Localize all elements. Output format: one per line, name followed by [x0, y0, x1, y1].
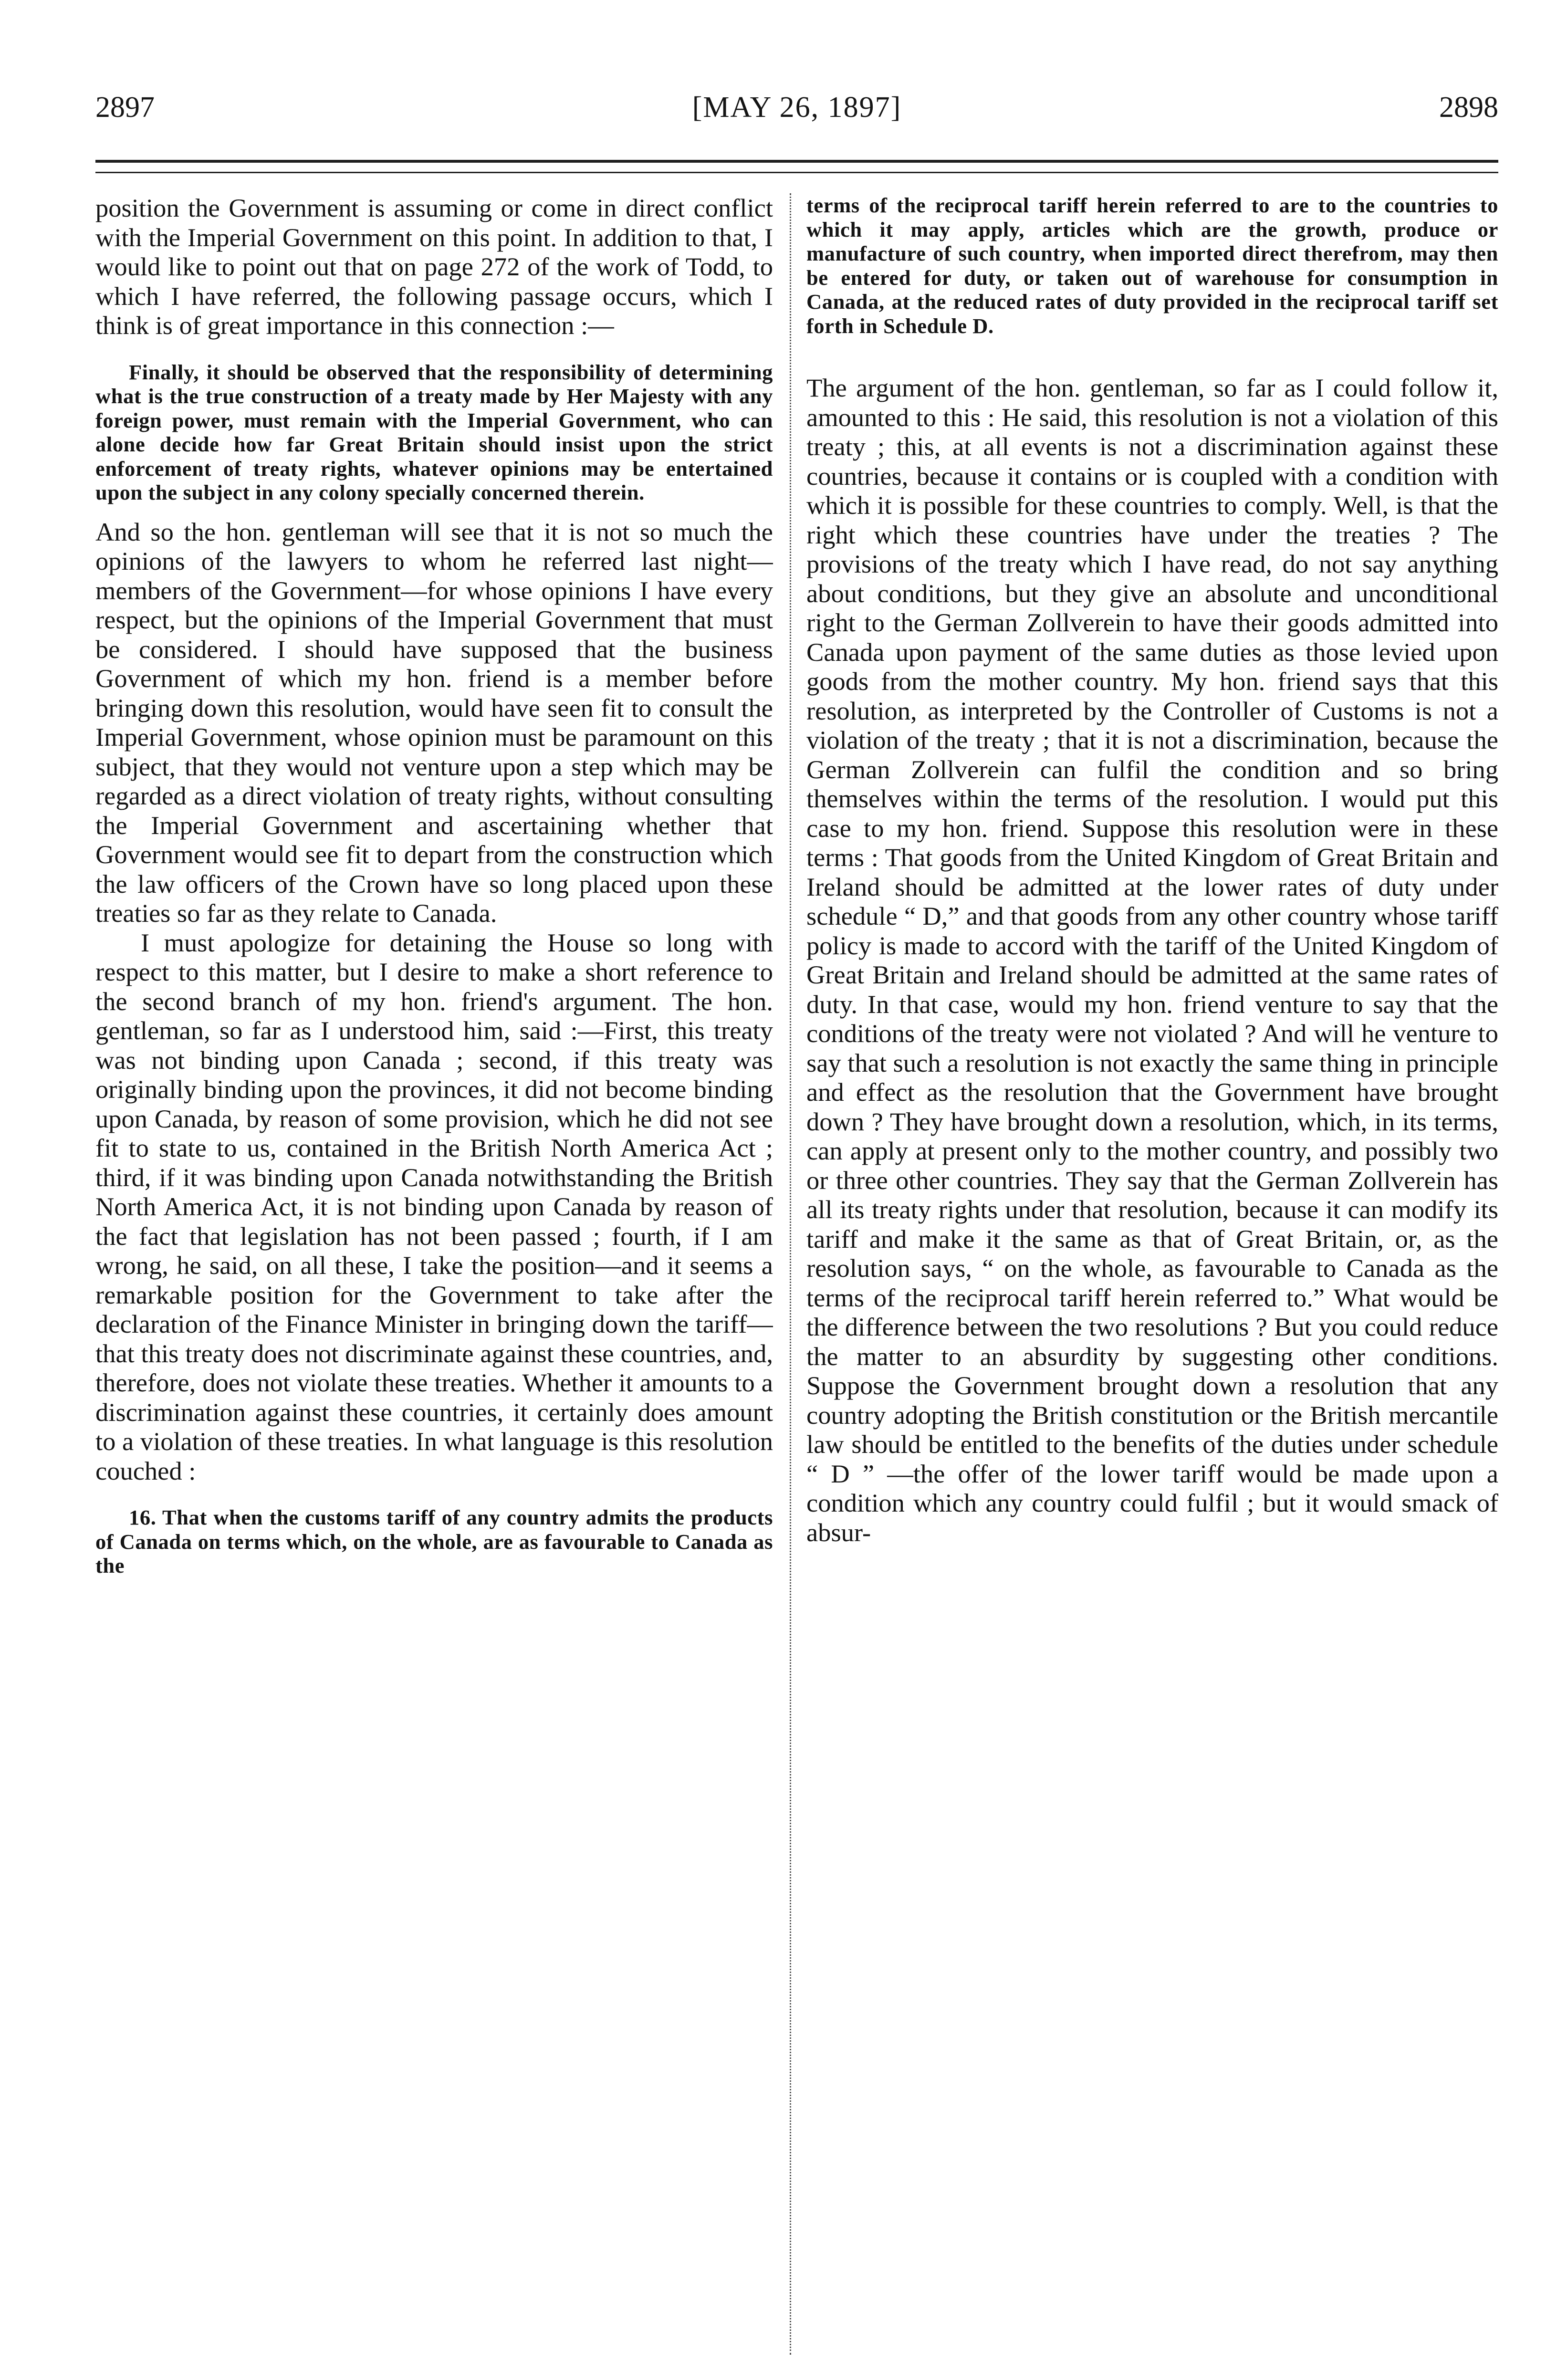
header-date: [MAY 26, 1897] [692, 91, 902, 124]
right-column [806, 193, 1498, 2355]
page-header [95, 81, 1498, 138]
column-divider [790, 193, 791, 2355]
page-number-right: 2898 [1439, 91, 1498, 124]
quote-resolution-16-continued: terms of the reciprocal tariff herein referred to are to the countries to which it may apply, articles which are the growth, produce or manufacture of such country, when imported direct therefrom, may then be entered for duty, or taken out of warehouse for consumption in Canada, at the reduced rates of duty provided in the reciprocal tariff set forth in Schedule D. [806, 193, 1498, 338]
quote-resolution-16: 16. That when the customs tariff of any country admits the products of Canada on terms which, on the whole, are as favourable to Canada as the [95, 1505, 773, 1577]
paragraph-gap [806, 350, 1498, 373]
quote-todd-passage: Finally, it should be observed that the responsibility of determining what is the true construction of a treaty made by Her Majesty with any foreign power, must remain with the Imperial Government, who can alone decide how far Great Britain should insist upon the strict enforcement of treaty rights, whatever opinions may be entertained upon the subject in any colony specially concerned therein. [95, 360, 773, 504]
paragraph-second-branch: I must apologize for detaining the House so long with respect to this matter, but I desire to make a short reference to the second branch of my hon. friend's argument. The hon. gentleman, so far as I understood him, said :—First, this treaty was not binding upon Canada ; second, if this treaty was originally binding upon the provinces, it did not become binding upon Canada, by reason of some provision, which he did not see fit to state to us, contained in the British North America Act ; third, if it was binding upon Canada notwithstanding the British North America Act, it is not binding upon Canada by reason of the fact that legislation has not been passed ; fourth, if I am wrong, he said, on all these, I take the position—and it seems a remarkable position for the Government to take after the declaration of the Finance Minister in bringing down the tariff—that this treaty does not discriminate against these countries, and, therefore, does not violate these treaties. Whether it amounts to a discrimination against these countries, it certainly does amount to a violation of these treaties. In what language is this resolution couched : [95, 928, 773, 1485]
header-rule-thin [95, 172, 1498, 173]
header-rule-thick [95, 160, 1498, 163]
paragraph-argument: The argument of the hon. gentleman, so far as I could follow it, amounted to this : He said, this resolution is not a violation of this treaty ; this, at all events is not a discrimination against these countries, because it contains or is coupled with a condition with which it is possible for these countries to comply. Well, is that the right which these countries have under the treaties ? The provisions of the treaty which I have read, do not say anything about conditions, but they give an absolute and unconditional right to the German Zollverein to have their goods admitted into Canada upon payment of the same duties as those levied upon goods from the mother country. My hon. friend says that this resolution, as interpreted by the Controller of Customs is not a violation of the treaty ; that it is not a discrimination, because the German Zollverein can fulfil the condition and so bring themselves within the terms of the resolution. I would put this case to my hon. friend. Suppose this resolution were in these terms : That goods from the United Kingdom of Great Britain and Ireland should be admitted at the lower rates of duty under schedule “ D,” and that goods from any other country whose tariff policy is made to accord with the tariff of the United Kingdom of Great Britain and Ireland should be admitted at the same rates of duty. In that case, would my hon. friend venture to say that the conditions of the treaty were not violated ? And will he venture to say that such a resolution is not exactly the same thing in principle and effect as the resolution that the Government have brought down ? They have brought down a resolution, which, in its terms, can apply at present only to the mother country, and possibly two or three other countries. They say that the German Zollverein has all its treaty rights under that resolution, because it can modify its tariff and make it the same as that of Great Britain, or, as the resolution says, “ on the whole, as favourable to Canada as the terms of the reciprocal tariff herein referred to.” What would be the difference between the two resolutions ? But you could reduce the matter to an absurdity by suggesting other conditions. Suppose the Government brought down a resolution that any country adopting the British constitution or the British mercantile law should be entitled to the benefits of the duties under schedule “ D ” —the offer of the lower tariff would be made upon a condition which any country could fulfil ; but it would smack of absur- [806, 373, 1498, 1547]
paragraph-imperial-opinion: And so the hon. gentleman will see that it is not so much the opinions of the lawyers to whom he referred last night—members of the Government—for whose opinions I have every respect, but the opinions of the Imperial Government that must be considered. I should have supposed that the business Government of which my hon. friend is a member before bringing down this resolution, would have seen fit to consult the Imperial Government, whose opinion must be paramount on this subject, that they would not venture upon a step which may be regarded as a direct violation of treaty rights, without consulting the Imperial Government and ascertaining whether that Government would see fit to depart from the construction which the law officers of the Crown have so long placed upon these treaties so far as they relate to Canada. [95, 517, 773, 928]
paragraph-todd-reference: position the Government is assuming or come in direct conflict with the Imperial Government on this point. In addition to that, I would like to point out that on page 272 of the work of Todd, to which I have referred, the following passage occurs, which I think is of great importance in this connection :— [95, 193, 773, 340]
left-column [95, 193, 773, 2355]
page-number-left: 2897 [95, 91, 155, 124]
